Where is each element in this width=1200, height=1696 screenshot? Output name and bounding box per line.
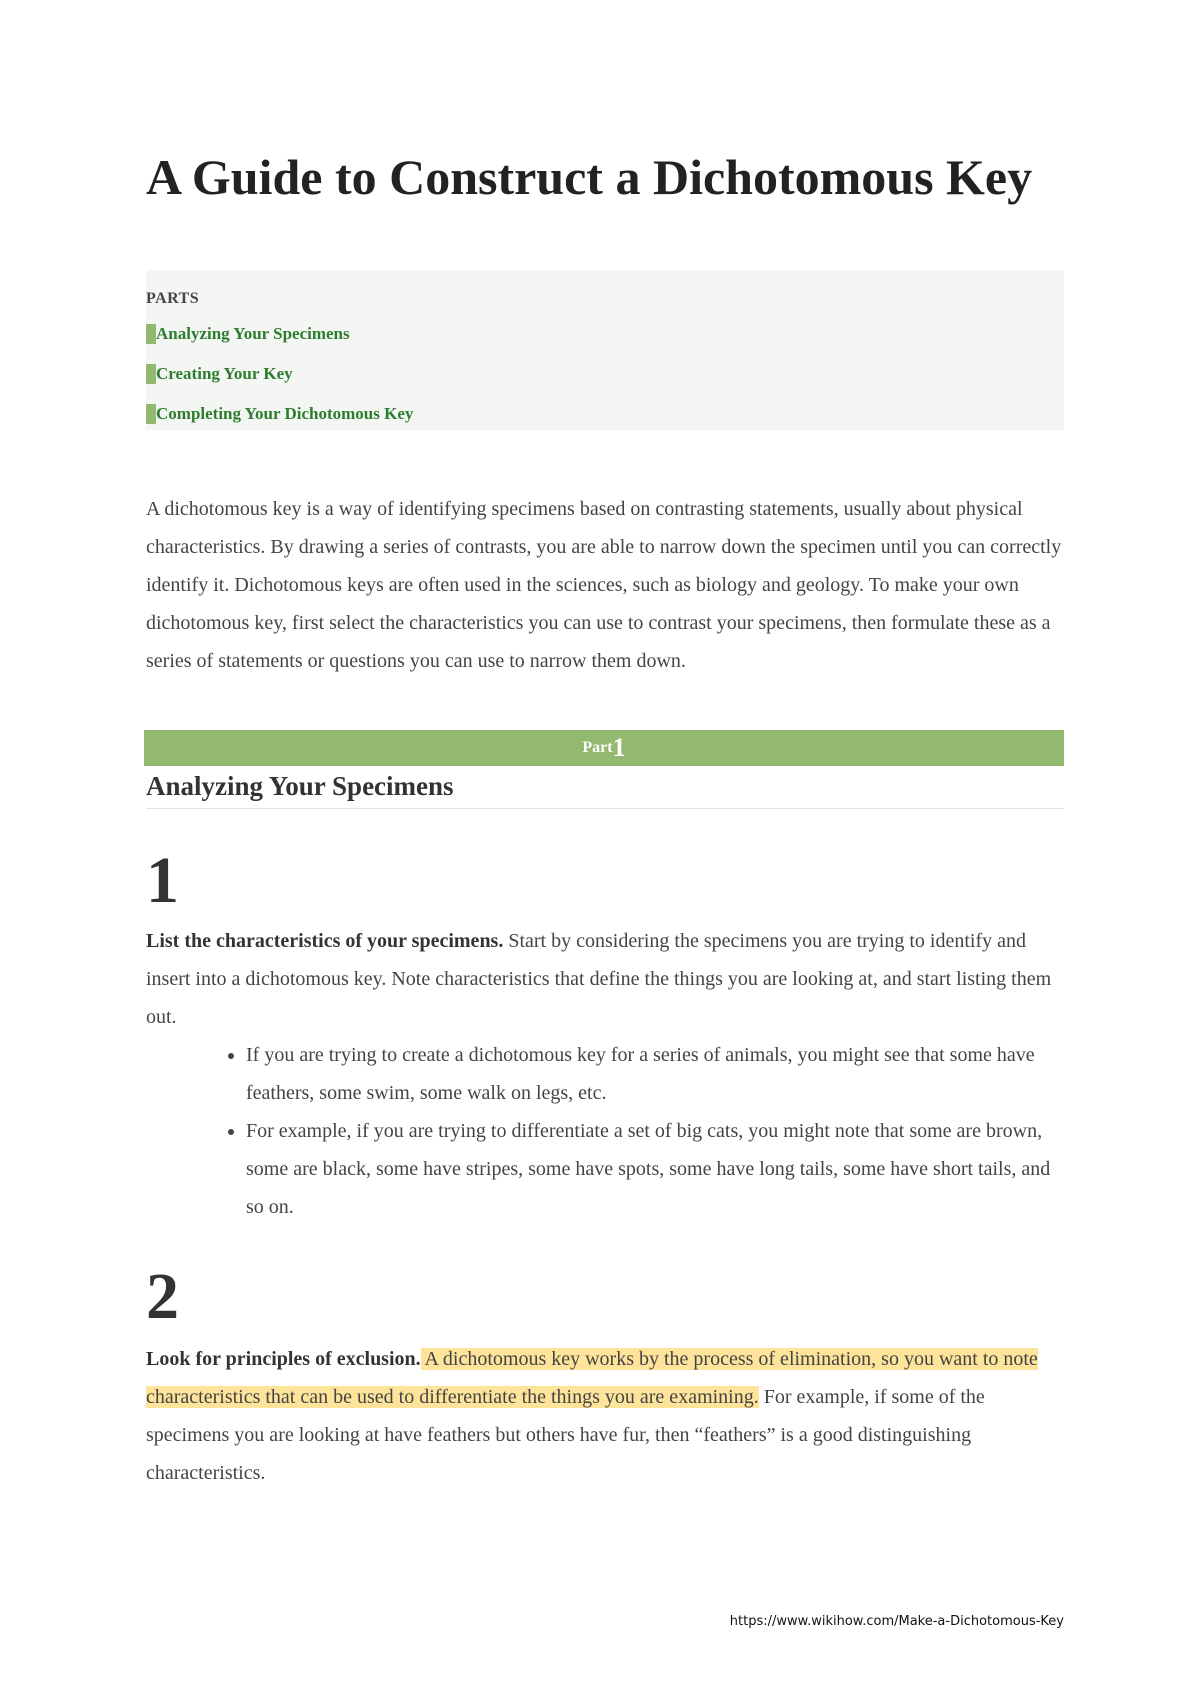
part-banner (144, 730, 1064, 766)
bullet-item: • If you are trying to create a dichotomous key for a series of animals, you might see that some have feathers, some swim, some walk on legs, etc. (246, 1036, 1064, 1112)
step-number: 2 (146, 1260, 179, 1333)
parts-heading: PARTS (146, 290, 200, 307)
step-2-text (146, 1340, 1064, 1492)
step-number: 1 (146, 844, 179, 917)
step-2-body: For example, if some of the specimens you are looking at have feathers but others have fur, then “feathers” is a good distinguishing characteristics. (146, 1386, 985, 1484)
bullet-item: • For example, if you are trying to differentiate a set of big cats, you might note that some are brown, some are black, some have stripes, some have spots, some have long tails, some have short tails, and so on. (246, 1112, 1064, 1226)
step-1-text (146, 922, 1064, 1036)
part-banner-number: 1 (612, 733, 626, 762)
step-2-lead: Look for principles of exclusion. (146, 1348, 421, 1370)
part-banner-word: Part (582, 739, 613, 756)
toc-link-label: Analyzing Your Specimens (156, 324, 350, 343)
toc-link-part-1[interactable] (146, 324, 413, 364)
section-title: Analyzing Your Specimens (146, 766, 1064, 809)
page-title: A Guide to Construct a Dichotomous Key (146, 149, 1033, 205)
step-2-highlight: A dichotomous key works by the process of elimination, so you want to note characteristics that can be used to differentiate the things you are examining. (146, 1348, 1038, 1408)
step-1-bullets (146, 1036, 1064, 1226)
toc-link-label: Completing Your Dichotomous Key (156, 404, 414, 423)
step-1-lead: List the characteristics of your specimens. (146, 930, 504, 952)
part-number-badge: 3 (146, 404, 156, 424)
toc-link-part-2[interactable] (146, 364, 413, 404)
intro-paragraph: A dichotomous key is a way of identifying specimens based on contrasting statements, usually about physical characteristics. By drawing a series of contrasts, you are able to narrow down the specimen until you can correctly identify it. Dichotomous keys are often used in the sciences, such as biology and geology. To make your own dichotomous key, first select the characteristics you can use to contrast your specimens, then formulate these as a series of statements or questions you can use to narrow them down. (146, 498, 1062, 672)
parts-list (146, 324, 413, 444)
part-number-badge: 1 (146, 324, 156, 344)
step-1-body: Start by considering the specimens you are trying to identify and insert into a dichotomous key. Note characteristics that define the things you are looking at, and start listing them out. (146, 930, 1052, 1028)
parts-toc (146, 270, 1064, 430)
part-number-badge: 2 (146, 364, 156, 384)
toc-link-part-3[interactable] (146, 404, 413, 444)
toc-link-label: Creating Your Key (156, 364, 293, 383)
footer-source-url[interactable]: https://www.wikihow.com/Make-a-Dichotomous-Key (729, 1614, 1064, 1629)
